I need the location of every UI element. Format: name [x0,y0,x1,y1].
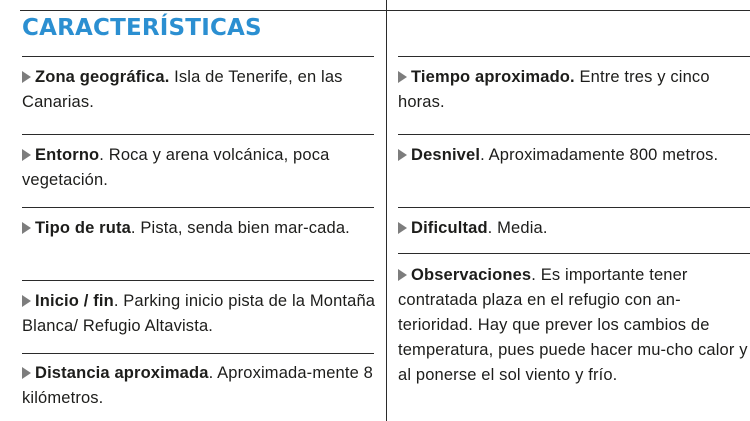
feature-text: . Roca y arena volcánica, poca vegetación. [22,146,330,189]
feature-item-observaciones [398,263,750,388]
feature-item-desnivel [398,143,750,168]
feature-text: . Es importante tener contratada plaza en el refugio con an-terioridad. Hay que prever los cambios de temperatura, pues puede hacer mu-cho calor y al ponerse el sol viento y frío. [398,266,748,384]
top-rule [20,10,750,11]
feature-text: . Aproximadamente 800 metros. [480,146,719,164]
feature-label: Dificultad [411,219,488,237]
feature-label: Inicio / fin [35,292,114,310]
triangle-bullet-icon [398,71,407,83]
feature-text: Entre tres y cinco horas. [398,68,710,111]
divider-rule [398,253,750,254]
feature-text: . Media. [487,219,548,237]
feature-label: Tiempo aproximado. [411,68,575,86]
feature-item-tiempo [398,65,750,115]
feature-label: Entorno [35,146,100,164]
triangle-bullet-icon [22,149,31,161]
feature-item-distancia [22,361,382,411]
feature-label: Distancia aproximada [35,364,209,382]
triangle-bullet-icon [22,222,31,234]
triangle-bullet-icon [22,367,31,379]
triangle-bullet-icon [22,71,31,83]
feature-item-tipo-ruta [22,216,382,241]
triangle-bullet-icon [398,222,407,234]
feature-text: . Aproximada-mente 8 kilómetros. [22,364,373,407]
divider-rule [398,56,750,57]
triangle-bullet-icon [398,149,407,161]
divider-rule [22,56,374,57]
divider-rule [398,207,750,208]
feature-label: Observaciones [411,266,532,284]
feature-item-dificultad [398,216,750,241]
divider-rule [398,134,750,135]
feature-label: Tipo de ruta [35,219,131,237]
feature-text: . Parking inicio pista de la Montaña Blanca/ Refugio Altavista. [22,292,376,335]
feature-item-zona [22,65,382,115]
triangle-bullet-icon [22,295,31,307]
feature-label: Zona geográfica. [35,68,170,86]
feature-text: . Pista, senda bien mar-cada. [130,219,350,237]
section-title: CARACTERÍSTICAS [22,15,262,41]
divider-rule [22,134,374,135]
column-divider [386,0,387,421]
feature-item-entorno [22,143,382,193]
divider-rule [22,280,374,281]
divider-rule [22,353,374,354]
feature-item-inicio-fin [22,289,382,339]
feature-label: Desnivel [411,146,481,164]
divider-rule [22,207,374,208]
feature-text: Isla de Tenerife, en las Canarias. [22,68,343,111]
triangle-bullet-icon [398,269,407,281]
